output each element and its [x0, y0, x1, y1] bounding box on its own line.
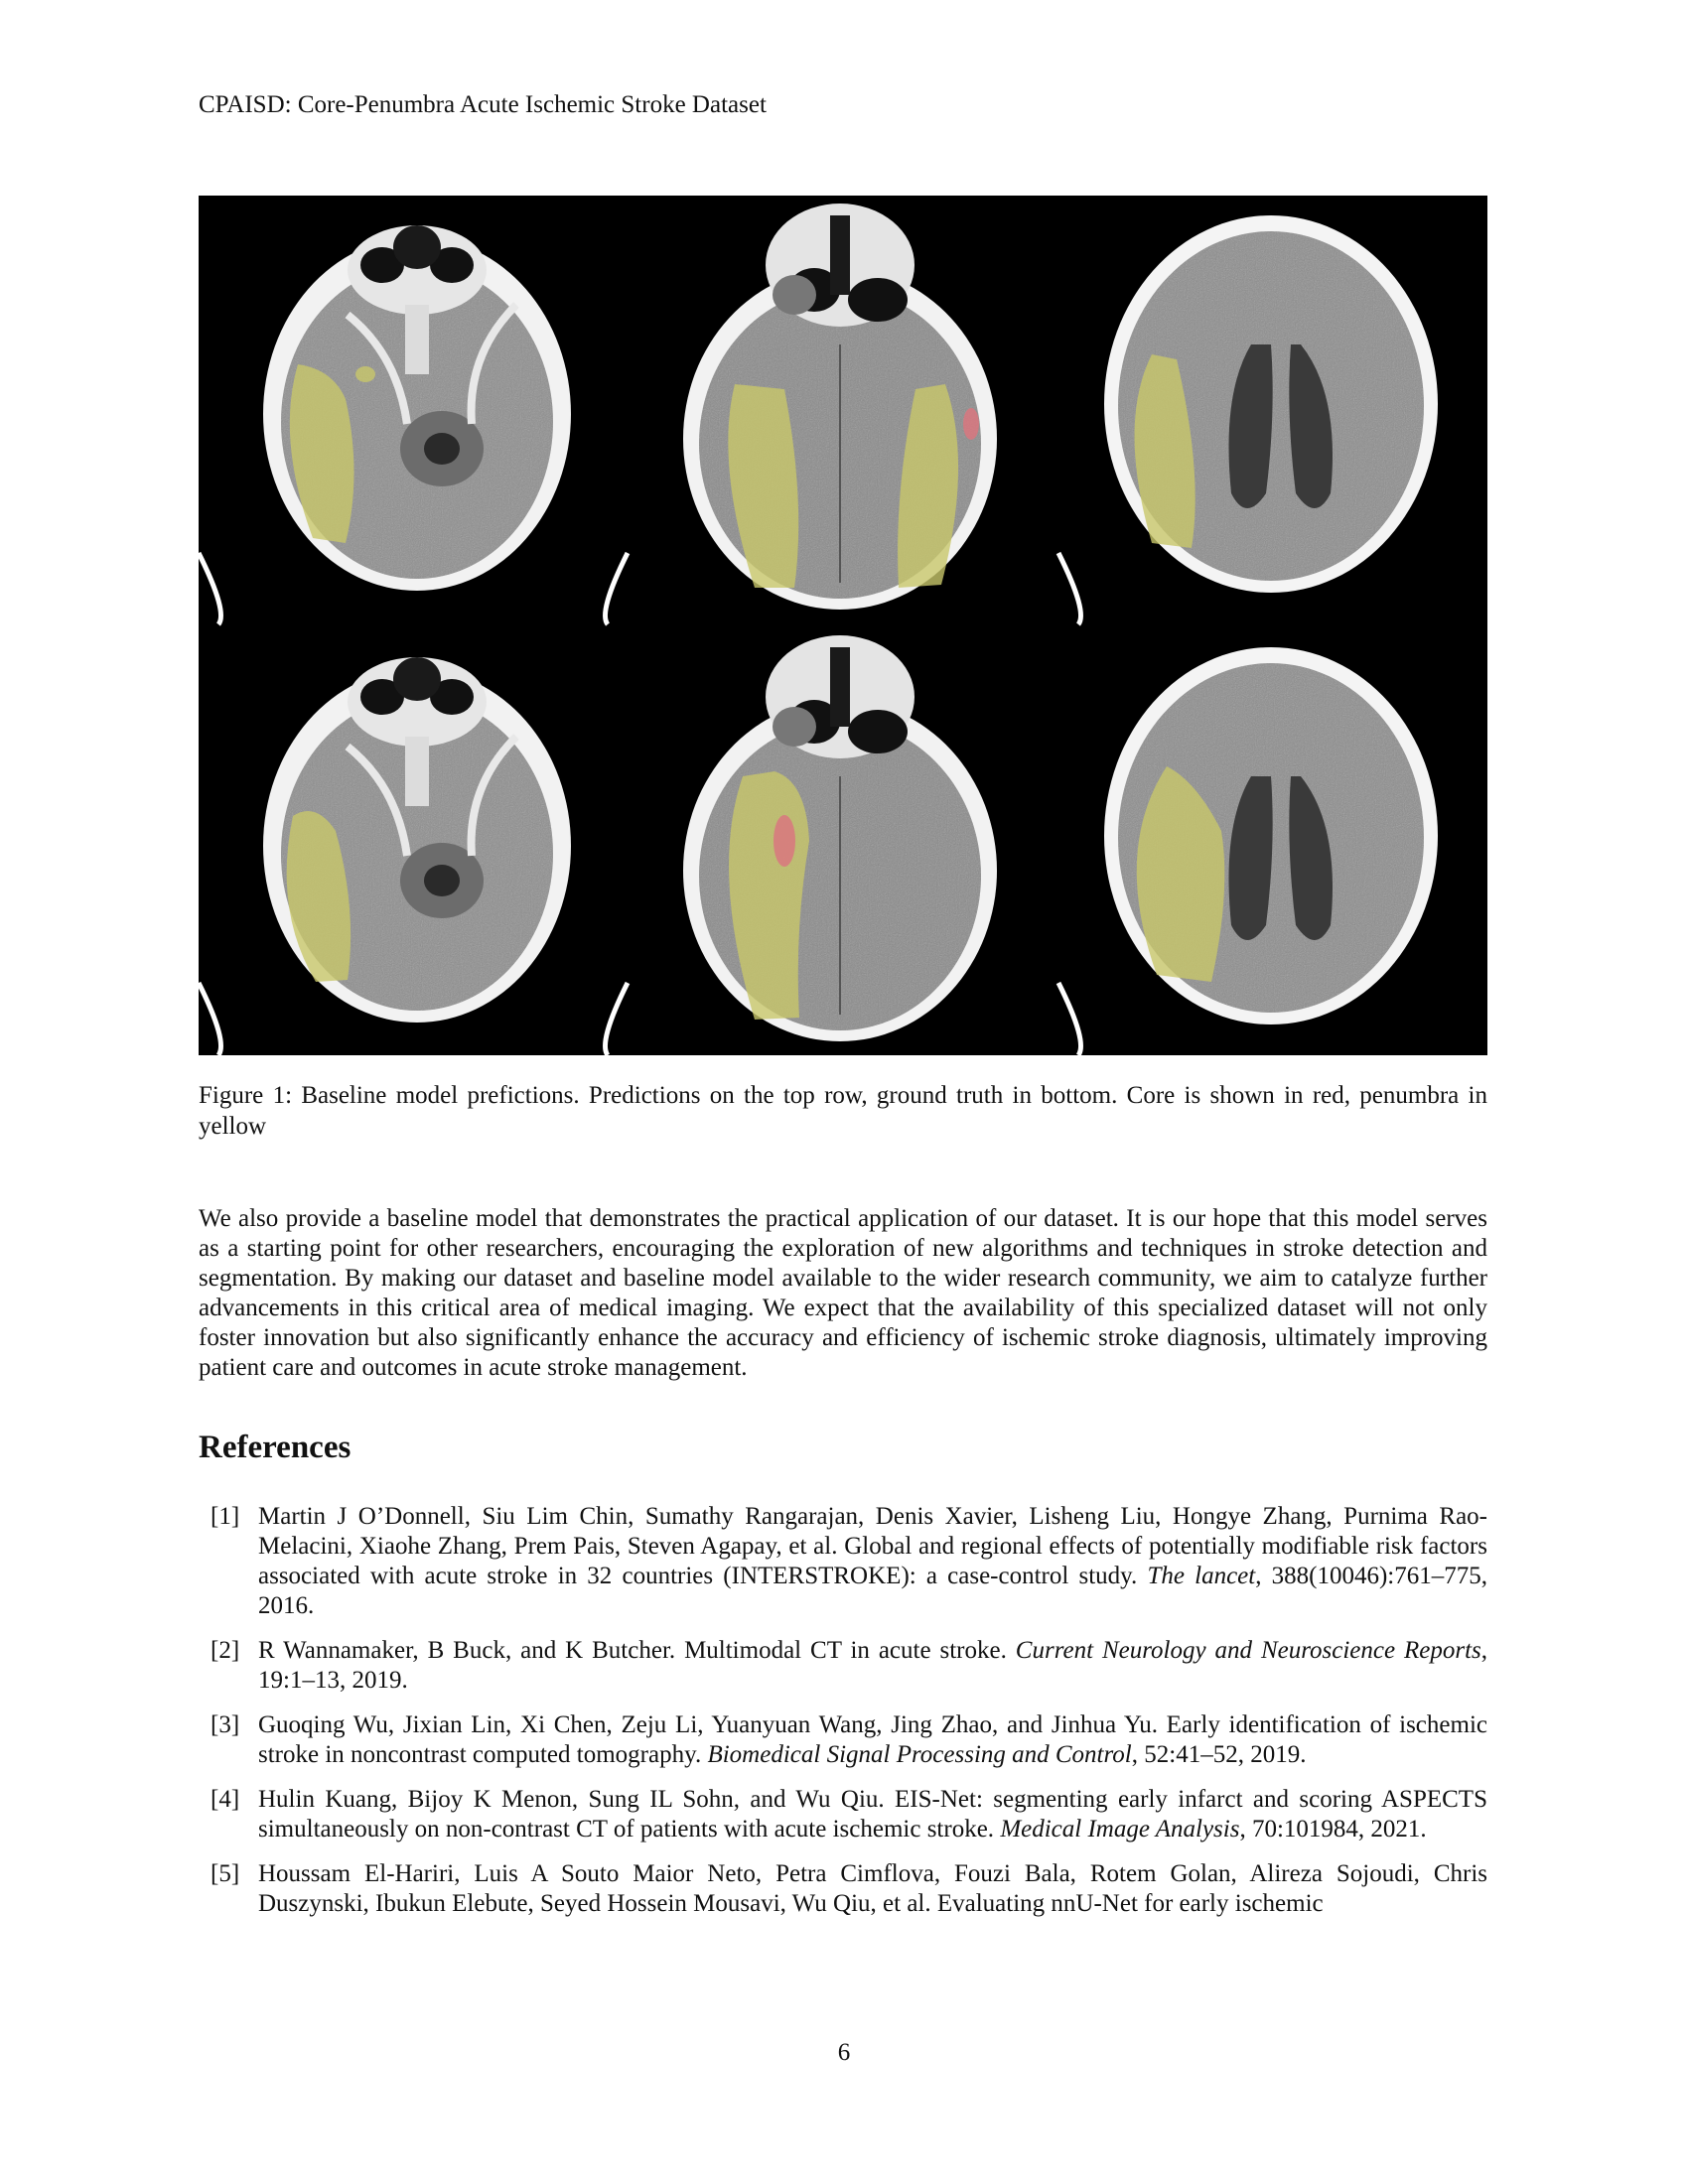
- ct-figure-grid: [199, 196, 1487, 1055]
- figure-caption: [199, 1080, 1487, 1142]
- reference-authors: Houssam El-Hariri, Luis A Souto Maior Neto, Petra Cimflova, Fouzi Bala, Rotem Golan, Alireza Sojoudi, Chris Duszynski, Ibukun Elebute, Seyed Hossein Mousavi, Wu Qiu, et al. Evaluating nnU-Net for early ischemic: [258, 1860, 1487, 1917]
- reference-number: [5]: [211, 1860, 240, 1887]
- ct-figure-svg: [199, 196, 1487, 1055]
- reference-item: [199, 1859, 1487, 1919]
- reference-item: [199, 1502, 1487, 1621]
- core-region: [774, 815, 795, 867]
- references-list: [199, 1502, 1487, 1934]
- reference-authors: R Wannamaker, B Buck, and K Butcher. Multimodal CT in acute stroke.: [258, 1637, 1007, 1664]
- ct-scan-top-middle: [628, 204, 997, 624]
- ct-scan-top-left: [199, 225, 628, 624]
- reference-details: , 52:41–52, 2019.: [1131, 1741, 1307, 1768]
- reference-venue: Medical Image Analysis: [1000, 1816, 1240, 1843]
- reference-authors: Guoqing Wu, Jixian Lin, Xi Chen, Zeju Li, Yuanyuan Wang, Jing Zhao, and Jinhua Yu. Early identification of ischemic stroke in noncontrast computed tomography.: [258, 1711, 1487, 1768]
- ct-scan-top-right: [1058, 215, 1438, 624]
- core-region: [963, 408, 979, 440]
- reference-venue: Biomedical Signal Processing and Control: [707, 1741, 1132, 1768]
- reference-item: [199, 1785, 1487, 1844]
- figure-caption-label: Figure 1:: [199, 1082, 293, 1109]
- ct-scan-bottom-right: [1058, 647, 1438, 1055]
- running-title: CPAISD: Core-Penumbra Acute Ischemic Stroke Dataset: [199, 91, 767, 118]
- reference-authors: Martin J O’Donnell, Siu Lim Chin, Sumathy Rangarajan, Denis Xavier, Lisheng Liu, Hongye Zhang, Purnima Rao-Melacini, Xiaohe Zhang, Prem Pais, Steven Agapay, et al. Global and regional effects of potentially modifiable risk factors associated with acute stroke in 32 countries (INTERSTROKE): a case-control study.: [258, 1503, 1487, 1589]
- reference-venue: The lancet: [1147, 1563, 1256, 1589]
- penumbra-region: [355, 366, 375, 382]
- reference-number: [4]: [211, 1786, 240, 1813]
- reference-details: , 388(10046):761–775, 2016.: [258, 1563, 1487, 1619]
- reference-number: [3]: [211, 1711, 240, 1738]
- reference-details: , 19:1–13, 2019.: [258, 1637, 1488, 1694]
- reference-authors: Hulin Kuang, Bijoy K Menon, Sung IL Sohn, and Wu Qiu. EIS-Net: segmenting early infarct and scoring ASPECTS simultaneously on non-contrast CT of patients with acute ischemic stroke.: [258, 1786, 1487, 1843]
- reference-item: [199, 1710, 1487, 1770]
- references-heading: References: [199, 1430, 352, 1465]
- ct-scan-bottom-middle: [683, 635, 997, 1041]
- reference-venue: Current Neurology and Neuroscience Reports: [1015, 1637, 1481, 1664]
- reference-number: [1]: [211, 1503, 240, 1530]
- ct-scan-bottom-left: [199, 657, 628, 1055]
- reference-number: [2]: [211, 1637, 240, 1664]
- page-number: 6: [837, 2039, 851, 2066]
- reference-details: , 70:101984, 2021.: [1239, 1816, 1427, 1843]
- body-paragraph: We also provide a baseline model that demonstrates the practical application of our dataset. It is our hope that this model serves as a starting point for other researchers, encouraging the exploration of new algorithms and techniques in stroke detection and segmentation. By making our dataset and baseline model available to the wider research community, we aim to catalyze further advancements in this critical area of medical imaging. We expect that the availability of this specialized dataset will not only foster innovation but also significantly enhance the accuracy and efficiency of ischemic stroke diagnosis, ultimately improving patient care and outcomes in acute stroke management.: [199, 1205, 1487, 1381]
- figure-caption-text: Baseline model prefictions. Predictions on the top row, ground truth in bottom. Core is shown in red, penumbra in yellow: [199, 1082, 1487, 1140]
- reference-item: [199, 1636, 1487, 1696]
